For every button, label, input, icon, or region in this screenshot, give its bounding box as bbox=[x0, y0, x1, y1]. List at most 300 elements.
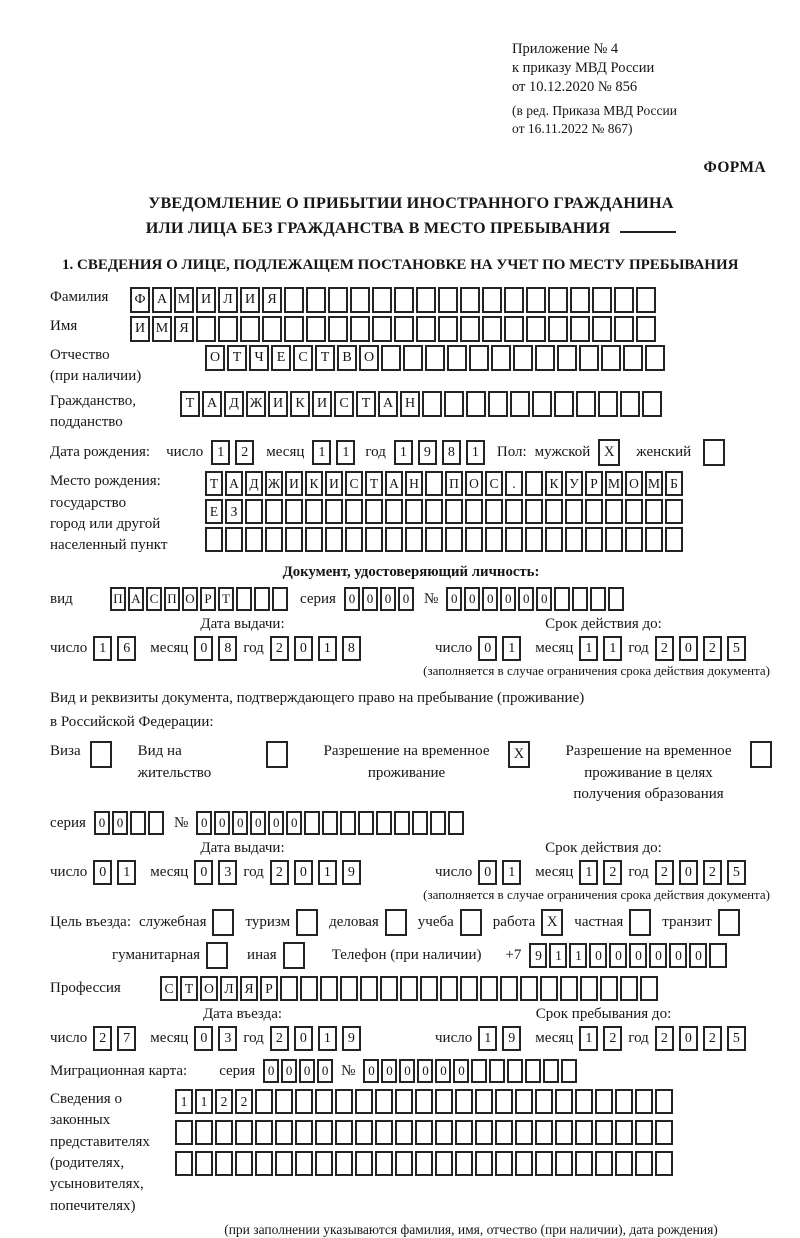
birth-place-cell[interactable] bbox=[405, 527, 423, 552]
surname-cell[interactable] bbox=[548, 287, 568, 313]
doc-number-cell[interactable] bbox=[554, 587, 570, 611]
res-number-cell[interactable] bbox=[448, 811, 464, 835]
birth-place-cell[interactable] bbox=[385, 499, 403, 524]
representative-cell[interactable]: 1 bbox=[175, 1089, 193, 1114]
entry-month-cell[interactable]: 0 bbox=[194, 1026, 213, 1051]
birth-place-cell[interactable]: М bbox=[605, 471, 623, 496]
representative-cell[interactable] bbox=[275, 1151, 293, 1176]
representative-cell[interactable] bbox=[455, 1120, 473, 1145]
representative-cell[interactable] bbox=[535, 1151, 553, 1176]
stay-month-cell[interactable]: 1 bbox=[579, 1026, 598, 1051]
name-cell[interactable] bbox=[262, 316, 282, 342]
migration-number-cell[interactable] bbox=[525, 1059, 541, 1083]
patronymic-cell[interactable]: О bbox=[359, 345, 379, 371]
phone-digit-cell[interactable]: 1 bbox=[549, 943, 567, 968]
surname-cell[interactable] bbox=[460, 287, 480, 313]
patronymic-cell[interactable]: О bbox=[205, 345, 225, 371]
birth-place-cell[interactable] bbox=[365, 499, 383, 524]
representative-cell[interactable] bbox=[515, 1120, 533, 1145]
doc-seriya-cell[interactable]: 0 bbox=[398, 587, 414, 611]
patronymic-cell[interactable] bbox=[645, 345, 665, 371]
entry-year-cell[interactable]: 9 bbox=[342, 1026, 361, 1051]
res-number-cell[interactable] bbox=[376, 811, 392, 835]
doc-number-cell[interactable]: 0 bbox=[536, 587, 552, 611]
phone-digit-cell[interactable]: 0 bbox=[669, 943, 687, 968]
representative-cell[interactable] bbox=[555, 1151, 573, 1176]
doc-seriya-cell[interactable]: 0 bbox=[344, 587, 360, 611]
name-cell[interactable] bbox=[526, 316, 546, 342]
surname-cell[interactable]: И bbox=[196, 287, 216, 313]
birth-place-cell[interactable] bbox=[505, 527, 523, 552]
entry-year-cell[interactable]: 2 bbox=[270, 1026, 289, 1051]
representative-cell[interactable] bbox=[635, 1120, 653, 1145]
representative-cell[interactable] bbox=[335, 1120, 353, 1145]
doc-type-cell[interactable] bbox=[272, 587, 288, 611]
birth-place-cell[interactable] bbox=[545, 499, 563, 524]
profession-cell[interactable] bbox=[520, 976, 538, 1001]
surname-cell[interactable] bbox=[350, 287, 370, 313]
birth-place-cell[interactable] bbox=[445, 499, 463, 524]
representative-cell[interactable] bbox=[215, 1120, 233, 1145]
res-number-cell[interactable] bbox=[412, 811, 428, 835]
issue-year-cell[interactable]: 2 bbox=[270, 636, 289, 661]
representative-cell[interactable] bbox=[615, 1120, 633, 1145]
representative-cell[interactable] bbox=[355, 1120, 373, 1145]
patronymic-cell[interactable]: Е bbox=[271, 345, 291, 371]
patronymic-cell[interactable] bbox=[469, 345, 489, 371]
birth-year-cell[interactable]: 1 bbox=[394, 440, 413, 465]
representative-cell[interactable]: 2 bbox=[235, 1089, 253, 1114]
representative-cell[interactable] bbox=[515, 1151, 533, 1176]
migration-number-cell[interactable] bbox=[471, 1059, 487, 1083]
migration-number-cell[interactable]: 0 bbox=[453, 1059, 469, 1083]
patronymic-cell[interactable] bbox=[601, 345, 621, 371]
birth-place-cell[interactable] bbox=[405, 499, 423, 524]
patronymic-cell[interactable] bbox=[403, 345, 423, 371]
purpose-other-checkbox[interactable] bbox=[283, 942, 305, 969]
migration-number-cell[interactable] bbox=[561, 1059, 577, 1083]
representative-cell[interactable] bbox=[315, 1120, 333, 1145]
name-cell[interactable] bbox=[548, 316, 568, 342]
surname-cell[interactable]: М bbox=[174, 287, 194, 313]
surname-cell[interactable] bbox=[504, 287, 524, 313]
citizenship-cell[interactable]: А bbox=[378, 391, 398, 417]
valid-year-cell[interactable]: 0 bbox=[679, 636, 698, 661]
entry-month-cell[interactable]: 3 bbox=[218, 1026, 237, 1051]
birth-place-cell[interactable] bbox=[545, 527, 563, 552]
representative-cell[interactable] bbox=[635, 1151, 653, 1176]
birth-place-cell[interactable]: И bbox=[325, 471, 343, 496]
res-valid-month-cell[interactable]: 1 bbox=[579, 860, 598, 885]
citizenship-cell[interactable]: И bbox=[268, 391, 288, 417]
representative-cell[interactable] bbox=[375, 1151, 393, 1176]
birth-day-cell[interactable]: 1 bbox=[211, 440, 230, 465]
profession-cell[interactable]: Я bbox=[240, 976, 258, 1001]
doc-number-cell[interactable] bbox=[608, 587, 624, 611]
birth-place-cell[interactable]: Т bbox=[205, 471, 223, 496]
migration-number-cell[interactable] bbox=[507, 1059, 523, 1083]
citizenship-cell[interactable] bbox=[642, 391, 662, 417]
sex-female-checkbox[interactable] bbox=[703, 439, 725, 466]
patronymic-cell[interactable] bbox=[623, 345, 643, 371]
name-cell[interactable] bbox=[614, 316, 634, 342]
representative-cell[interactable] bbox=[195, 1151, 213, 1176]
representative-cell[interactable] bbox=[295, 1120, 313, 1145]
birth-place-cell[interactable] bbox=[465, 499, 483, 524]
representative-cell[interactable] bbox=[475, 1089, 493, 1114]
representative-cell[interactable] bbox=[395, 1120, 413, 1145]
representative-cell[interactable] bbox=[575, 1089, 593, 1114]
representative-cell[interactable] bbox=[315, 1089, 333, 1114]
representative-cell[interactable] bbox=[375, 1089, 393, 1114]
doc-type-cell[interactable]: Р bbox=[200, 587, 216, 611]
doc-type-cell[interactable]: Т bbox=[218, 587, 234, 611]
stay-day-cell[interactable]: 1 bbox=[478, 1026, 497, 1051]
res-issue-year-cell[interactable]: 2 bbox=[270, 860, 289, 885]
birth-place-cell[interactable]: Б bbox=[665, 471, 683, 496]
migration-number-cell[interactable]: 0 bbox=[363, 1059, 379, 1083]
surname-cell[interactable]: Я bbox=[262, 287, 282, 313]
profession-cell[interactable] bbox=[540, 976, 558, 1001]
birth-place-cell[interactable]: П bbox=[445, 471, 463, 496]
representative-cell[interactable] bbox=[315, 1151, 333, 1176]
surname-cell[interactable] bbox=[526, 287, 546, 313]
birth-place-cell[interactable] bbox=[605, 499, 623, 524]
surname-cell[interactable] bbox=[416, 287, 436, 313]
citizenship-cell[interactable] bbox=[488, 391, 508, 417]
representative-cell[interactable] bbox=[355, 1151, 373, 1176]
res-number-cell[interactable] bbox=[304, 811, 320, 835]
citizenship-cell[interactable] bbox=[554, 391, 574, 417]
res-issue-year-cell[interactable]: 1 bbox=[318, 860, 337, 885]
surname-cell[interactable] bbox=[570, 287, 590, 313]
citizenship-cell[interactable] bbox=[620, 391, 640, 417]
birth-place-cell[interactable] bbox=[265, 527, 283, 552]
res-valid-year-cell[interactable]: 0 bbox=[679, 860, 698, 885]
representative-cell[interactable] bbox=[455, 1089, 473, 1114]
birth-year-cell[interactable]: 9 bbox=[418, 440, 437, 465]
birth-place-cell[interactable] bbox=[505, 499, 523, 524]
birth-place-cell[interactable] bbox=[645, 527, 663, 552]
valid-year-cell[interactable]: 2 bbox=[703, 636, 722, 661]
representative-cell[interactable] bbox=[235, 1151, 253, 1176]
doc-type-cell[interactable]: П bbox=[110, 587, 126, 611]
birth-place-cell[interactable] bbox=[285, 527, 303, 552]
birth-year-cell[interactable]: 1 bbox=[466, 440, 485, 465]
patronymic-cell[interactable] bbox=[535, 345, 555, 371]
res-number-cell[interactable]: 0 bbox=[196, 811, 212, 835]
representative-cell[interactable] bbox=[195, 1120, 213, 1145]
citizenship-cell[interactable]: К bbox=[290, 391, 310, 417]
res-valid-year-cell[interactable]: 5 bbox=[727, 860, 746, 885]
res-issue-month-cell[interactable]: 3 bbox=[218, 860, 237, 885]
profession-cell[interactable] bbox=[280, 976, 298, 1001]
temp-residence-education-checkbox[interactable] bbox=[750, 741, 772, 768]
birth-place-cell[interactable] bbox=[485, 527, 503, 552]
entry-day-cell[interactable]: 2 bbox=[93, 1026, 112, 1051]
citizenship-cell[interactable]: Ж bbox=[246, 391, 266, 417]
res-seriya-cell[interactable]: 0 bbox=[112, 811, 128, 835]
entry-year-cell[interactable]: 1 bbox=[318, 1026, 337, 1051]
doc-number-cell[interactable]: 0 bbox=[446, 587, 462, 611]
doc-seriya-cell[interactable]: 0 bbox=[380, 587, 396, 611]
name-cell[interactable] bbox=[636, 316, 656, 342]
birth-place-cell[interactable]: Д bbox=[245, 471, 263, 496]
doc-type-cell[interactable]: О bbox=[182, 587, 198, 611]
birth-place-cell[interactable] bbox=[465, 527, 483, 552]
phone-digit-cell[interactable]: 0 bbox=[629, 943, 647, 968]
representative-cell[interactable] bbox=[235, 1120, 253, 1145]
doc-type-cell[interactable]: А bbox=[128, 587, 144, 611]
res-number-cell[interactable] bbox=[394, 811, 410, 835]
birth-place-cell[interactable] bbox=[305, 527, 323, 552]
citizenship-cell[interactable]: Т bbox=[356, 391, 376, 417]
res-issue-year-cell[interactable]: 9 bbox=[342, 860, 361, 885]
name-cell[interactable]: Я bbox=[174, 316, 194, 342]
patronymic-cell[interactable] bbox=[513, 345, 533, 371]
profession-cell[interactable] bbox=[300, 976, 318, 1001]
issue-year-cell[interactable]: 0 bbox=[294, 636, 313, 661]
profession-cell[interactable] bbox=[480, 976, 498, 1001]
birth-place-cell[interactable] bbox=[665, 527, 683, 552]
citizenship-cell[interactable]: Т bbox=[180, 391, 200, 417]
representative-cell[interactable]: 2 bbox=[215, 1089, 233, 1114]
patronymic-cell[interactable]: Т bbox=[227, 345, 247, 371]
birth-place-cell[interactable]: С bbox=[345, 471, 363, 496]
issue-month-cell[interactable]: 8 bbox=[218, 636, 237, 661]
purpose-tourism-checkbox[interactable] bbox=[296, 909, 318, 936]
surname-cell[interactable] bbox=[636, 287, 656, 313]
migration-seriya-cell[interactable]: 0 bbox=[317, 1059, 333, 1083]
birth-place-cell[interactable] bbox=[385, 527, 403, 552]
purpose-business-checkbox[interactable] bbox=[385, 909, 407, 936]
surname-cell[interactable] bbox=[306, 287, 326, 313]
citizenship-cell[interactable]: А bbox=[202, 391, 222, 417]
name-cell[interactable] bbox=[438, 316, 458, 342]
birth-place-cell[interactable]: З bbox=[225, 499, 243, 524]
patronymic-cell[interactable] bbox=[557, 345, 577, 371]
surname-cell[interactable]: А bbox=[152, 287, 172, 313]
issue-day-cell[interactable]: 1 bbox=[93, 636, 112, 661]
res-number-cell[interactable]: 0 bbox=[268, 811, 284, 835]
res-valid-month-cell[interactable]: 2 bbox=[603, 860, 622, 885]
migration-number-cell[interactable] bbox=[543, 1059, 559, 1083]
surname-cell[interactable] bbox=[394, 287, 414, 313]
birth-place-cell[interactable]: С bbox=[485, 471, 503, 496]
birth-place-cell[interactable] bbox=[585, 527, 603, 552]
representative-cell[interactable] bbox=[595, 1089, 613, 1114]
issue-month-cell[interactable]: 0 bbox=[194, 636, 213, 661]
representative-cell[interactable] bbox=[335, 1089, 353, 1114]
birth-place-cell[interactable] bbox=[445, 527, 463, 552]
valid-year-cell[interactable]: 5 bbox=[727, 636, 746, 661]
birth-place-cell[interactable] bbox=[525, 527, 543, 552]
representative-cell[interactable] bbox=[495, 1089, 513, 1114]
profession-cell[interactable]: О bbox=[200, 976, 218, 1001]
migration-number-cell[interactable]: 0 bbox=[399, 1059, 415, 1083]
birth-place-cell[interactable]: . bbox=[505, 471, 523, 496]
doc-number-cell[interactable]: 0 bbox=[500, 587, 516, 611]
doc-number-cell[interactable]: 0 bbox=[518, 587, 534, 611]
patronymic-cell[interactable] bbox=[381, 345, 401, 371]
purpose-private-checkbox[interactable] bbox=[629, 909, 651, 936]
surname-cell[interactable]: И bbox=[240, 287, 260, 313]
profession-cell[interactable] bbox=[500, 976, 518, 1001]
profession-cell[interactable] bbox=[560, 976, 578, 1001]
migration-seriya-cell[interactable]: 0 bbox=[281, 1059, 297, 1083]
representative-cell[interactable] bbox=[535, 1089, 553, 1114]
stay-year-cell[interactable]: 0 bbox=[679, 1026, 698, 1051]
name-cell[interactable] bbox=[196, 316, 216, 342]
surname-cell[interactable]: Л bbox=[218, 287, 238, 313]
name-cell[interactable] bbox=[394, 316, 414, 342]
name-cell[interactable] bbox=[592, 316, 612, 342]
birth-place-cell[interactable] bbox=[585, 499, 603, 524]
entry-day-cell[interactable]: 7 bbox=[117, 1026, 136, 1051]
migration-seriya-cell[interactable]: 0 bbox=[263, 1059, 279, 1083]
birth-place-cell[interactable] bbox=[565, 499, 583, 524]
birth-place-cell[interactable] bbox=[565, 527, 583, 552]
representative-cell[interactable] bbox=[595, 1120, 613, 1145]
doc-seriya-cell[interactable]: 0 bbox=[362, 587, 378, 611]
res-valid-year-cell[interactable]: 2 bbox=[655, 860, 674, 885]
birth-place-cell[interactable] bbox=[625, 527, 643, 552]
profession-cell[interactable] bbox=[600, 976, 618, 1001]
representative-cell[interactable] bbox=[555, 1120, 573, 1145]
patronymic-cell[interactable]: Т bbox=[315, 345, 335, 371]
citizenship-cell[interactable] bbox=[466, 391, 486, 417]
profession-cell[interactable] bbox=[400, 976, 418, 1001]
citizenship-cell[interactable] bbox=[532, 391, 552, 417]
valid-year-cell[interactable]: 2 bbox=[655, 636, 674, 661]
name-cell[interactable]: И bbox=[130, 316, 150, 342]
profession-cell[interactable]: Л bbox=[220, 976, 238, 1001]
doc-number-cell[interactable] bbox=[590, 587, 606, 611]
phone-digit-cell[interactable]: 0 bbox=[689, 943, 707, 968]
birth-place-cell[interactable]: Т bbox=[365, 471, 383, 496]
birth-place-cell[interactable]: А bbox=[385, 471, 403, 496]
representative-cell[interactable] bbox=[595, 1151, 613, 1176]
birth-place-cell[interactable] bbox=[205, 527, 223, 552]
temp-residence-checkbox[interactable]: X bbox=[508, 741, 530, 768]
name-cell[interactable] bbox=[350, 316, 370, 342]
res-number-cell[interactable] bbox=[340, 811, 356, 835]
res-issue-month-cell[interactable]: 0 bbox=[194, 860, 213, 885]
representative-cell[interactable] bbox=[375, 1120, 393, 1145]
representative-cell[interactable] bbox=[435, 1120, 453, 1145]
representative-cell[interactable] bbox=[655, 1151, 673, 1176]
representative-cell[interactable] bbox=[355, 1089, 373, 1114]
birth-place-cell[interactable] bbox=[485, 499, 503, 524]
birth-place-cell[interactable] bbox=[525, 471, 543, 496]
birth-place-cell[interactable] bbox=[285, 499, 303, 524]
birth-place-cell[interactable]: Ж bbox=[265, 471, 283, 496]
birth-place-cell[interactable]: И bbox=[285, 471, 303, 496]
profession-cell[interactable] bbox=[320, 976, 338, 1001]
name-cell[interactable] bbox=[372, 316, 392, 342]
surname-cell[interactable] bbox=[284, 287, 304, 313]
birth-place-cell[interactable]: О bbox=[625, 471, 643, 496]
birth-place-cell[interactable] bbox=[625, 499, 643, 524]
phone-digit-cell[interactable] bbox=[709, 943, 727, 968]
birth-day-cell[interactable]: 2 bbox=[235, 440, 254, 465]
valid-month-cell[interactable]: 1 bbox=[579, 636, 598, 661]
profession-cell[interactable] bbox=[620, 976, 638, 1001]
doc-type-cell[interactable] bbox=[236, 587, 252, 611]
representative-cell[interactable] bbox=[495, 1151, 513, 1176]
representative-cell[interactable] bbox=[415, 1151, 433, 1176]
res-seriya-cell[interactable] bbox=[148, 811, 164, 835]
patronymic-cell[interactable]: С bbox=[293, 345, 313, 371]
citizenship-cell[interactable] bbox=[422, 391, 442, 417]
birth-place-cell[interactable]: Н bbox=[405, 471, 423, 496]
name-cell[interactable] bbox=[460, 316, 480, 342]
name-cell[interactable] bbox=[416, 316, 436, 342]
res-seriya-cell[interactable] bbox=[130, 811, 146, 835]
phone-digit-cell[interactable]: 1 bbox=[569, 943, 587, 968]
representative-cell[interactable] bbox=[335, 1151, 353, 1176]
birth-place-cell[interactable] bbox=[425, 499, 443, 524]
birth-place-cell[interactable] bbox=[225, 527, 243, 552]
surname-cell[interactable] bbox=[328, 287, 348, 313]
representative-cell[interactable] bbox=[255, 1089, 273, 1114]
birth-place-cell[interactable] bbox=[265, 499, 283, 524]
profession-cell[interactable]: Т bbox=[180, 976, 198, 1001]
citizenship-cell[interactable] bbox=[598, 391, 618, 417]
representative-cell[interactable] bbox=[435, 1089, 453, 1114]
representative-cell[interactable] bbox=[175, 1120, 193, 1145]
birth-place-cell[interactable] bbox=[345, 499, 363, 524]
valid-month-cell[interactable]: 1 bbox=[603, 636, 622, 661]
citizenship-cell[interactable]: Н bbox=[400, 391, 420, 417]
birth-place-cell[interactable] bbox=[645, 499, 663, 524]
profession-cell[interactable] bbox=[380, 976, 398, 1001]
birth-place-cell[interactable] bbox=[305, 499, 323, 524]
name-cell[interactable]: М bbox=[152, 316, 172, 342]
citizenship-cell[interactable] bbox=[444, 391, 464, 417]
birth-place-cell[interactable]: М bbox=[645, 471, 663, 496]
representative-cell[interactable] bbox=[435, 1151, 453, 1176]
birth-month-cell[interactable]: 1 bbox=[312, 440, 331, 465]
patronymic-cell[interactable] bbox=[579, 345, 599, 371]
birth-place-cell[interactable]: А bbox=[225, 471, 243, 496]
res-seriya-cell[interactable]: 0 bbox=[94, 811, 110, 835]
representative-cell[interactable] bbox=[275, 1120, 293, 1145]
surname-cell[interactable] bbox=[438, 287, 458, 313]
profession-cell[interactable]: Р bbox=[260, 976, 278, 1001]
representative-cell[interactable] bbox=[295, 1089, 313, 1114]
citizenship-cell[interactable]: Д bbox=[224, 391, 244, 417]
surname-cell[interactable]: Ф bbox=[130, 287, 150, 313]
birth-place-cell[interactable] bbox=[325, 499, 343, 524]
name-cell[interactable] bbox=[482, 316, 502, 342]
phone-digit-cell[interactable]: 0 bbox=[649, 943, 667, 968]
patronymic-cell[interactable] bbox=[491, 345, 511, 371]
issue-year-cell[interactable]: 1 bbox=[318, 636, 337, 661]
purpose-official-checkbox[interactable] bbox=[212, 909, 234, 936]
stay-year-cell[interactable]: 2 bbox=[703, 1026, 722, 1051]
valid-day-cell[interactable]: 0 bbox=[478, 636, 497, 661]
surname-cell[interactable] bbox=[482, 287, 502, 313]
issue-year-cell[interactable]: 8 bbox=[342, 636, 361, 661]
name-cell[interactable] bbox=[240, 316, 260, 342]
visa-checkbox[interactable] bbox=[90, 741, 112, 768]
profession-cell[interactable] bbox=[360, 976, 378, 1001]
birth-place-cell[interactable] bbox=[665, 499, 683, 524]
representative-cell[interactable] bbox=[615, 1151, 633, 1176]
birth-place-cell[interactable]: К bbox=[545, 471, 563, 496]
name-cell[interactable] bbox=[504, 316, 524, 342]
